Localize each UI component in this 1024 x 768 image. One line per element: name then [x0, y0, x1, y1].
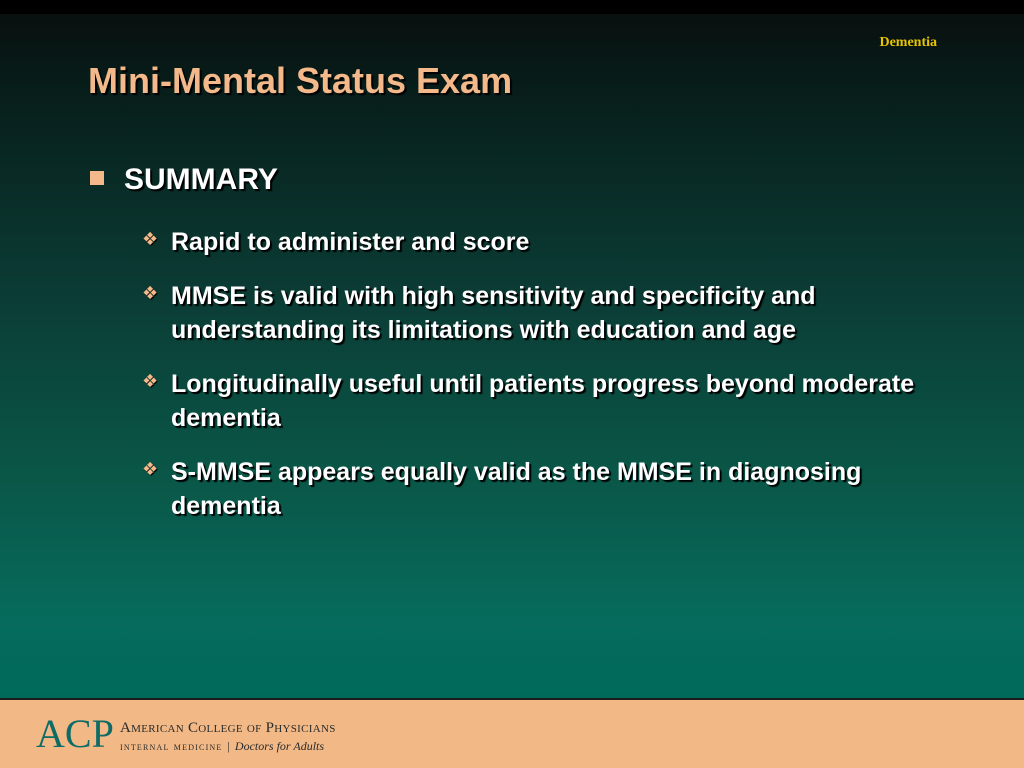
- diamond-bullet-icon: ❖: [142, 371, 159, 392]
- bullet-text: Rapid to administer and score: [171, 228, 530, 256]
- summary-heading: SUMMARY: [124, 163, 278, 196]
- diamond-bullet-icon: ❖: [142, 459, 159, 480]
- diamond-bullet-icon: ❖: [142, 229, 159, 250]
- top-band: [0, 0, 1024, 14]
- slide-title: Mini-Mental Status Exam: [88, 60, 513, 101]
- bullet-text: S-MMSE appears equally valid as the MMSE in diagnosing dementia: [171, 458, 862, 520]
- topic-tag: Dementia: [879, 35, 937, 50]
- acp-logo: ACP: [36, 711, 114, 756]
- organization-tagline: [120, 739, 324, 754]
- list-item: [142, 367, 932, 435]
- footer-bar: [0, 698, 1024, 768]
- bullet-text: MMSE is valid with high sensitivity and specificity and understanding its limitations with education and age: [171, 282, 816, 344]
- summary-heading-row: [90, 163, 278, 197]
- summary-bullet-list: [142, 225, 932, 543]
- list-item: [142, 279, 932, 347]
- tagline-separator: |: [227, 739, 230, 753]
- diamond-bullet-icon: ❖: [142, 283, 159, 304]
- organization-name: American College of Physicians: [120, 720, 336, 736]
- list-item: [142, 225, 932, 259]
- tagline-doctors-for-adults: Doctors for Adults: [234, 739, 325, 753]
- list-item: [142, 455, 932, 523]
- bullet-text: Longitudinally useful until patients progress beyond moderate dementia: [171, 370, 915, 432]
- tagline-internal-medicine: internal medicine: [120, 739, 223, 753]
- square-bullet-icon: [90, 171, 104, 185]
